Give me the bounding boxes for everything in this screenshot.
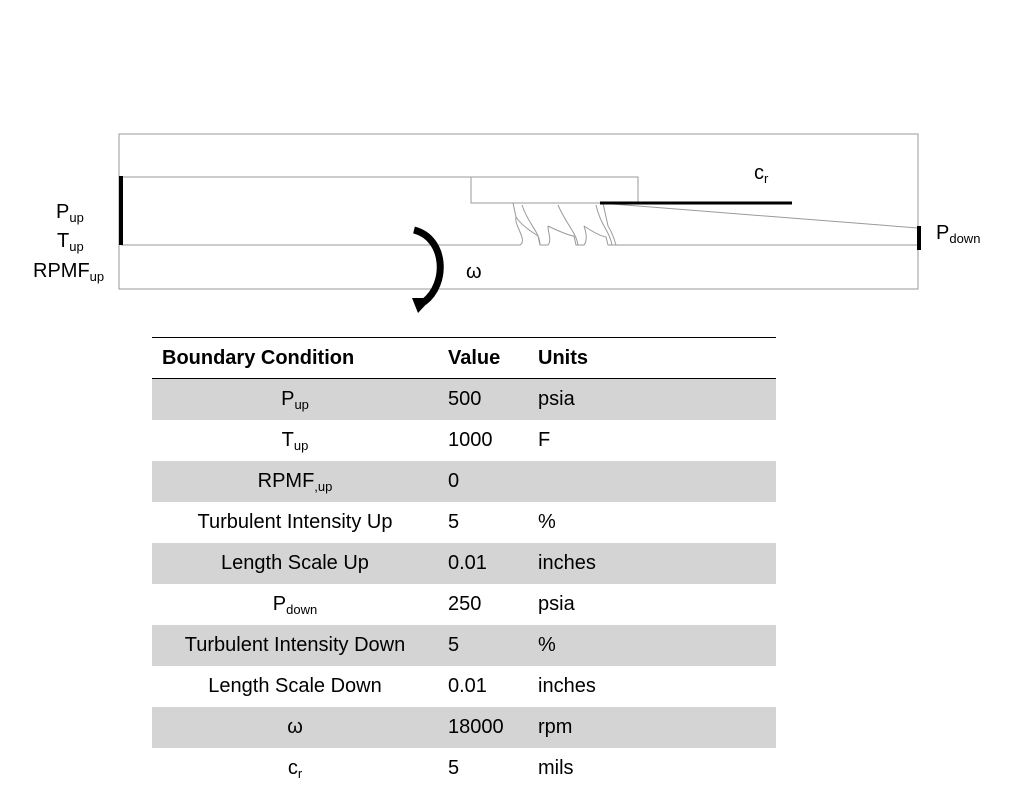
row-condition: $RPMF_{,up}$ [152,461,438,502]
row-value: 5 [448,757,460,779]
row-condition: $c_r$ [287,757,303,781]
outlet-label-pressure: $P_{down}$ [936,222,981,246]
table-header-row [152,338,776,379]
row-condition: $P_{up}$ [152,379,438,421]
row-units: psia [538,593,575,615]
row-units: inches [538,675,596,697]
row-value: 5 [448,511,460,533]
table-row [152,707,776,748]
seal-block [471,177,638,203]
table-row [152,543,776,584]
row-condition: $P_{down}$ [272,593,318,617]
seal-geometry-diagram [0,0,1024,330]
row-value: 0 [438,461,528,502]
row-units: mils [538,757,574,779]
inlet-label-rpmf: $RPMF_{up}$ [33,260,105,284]
table-row [152,502,776,543]
inlet-label-pressure: $P_{up}$ [56,201,84,225]
row-condition: Turbulent Intensity Down [152,625,438,666]
header-value: Value [438,338,528,379]
table-row [152,625,776,666]
row-value: 250 [448,593,482,615]
table-row [152,379,776,421]
row-units: % [538,511,556,533]
row-value: 1000 [448,429,493,451]
row-condition: Turbulent Intensity Up [197,511,393,533]
row-condition: Length Scale Down [208,675,382,697]
row-units: F [538,429,551,451]
seal-teeth [513,203,616,245]
table-row [152,420,776,461]
header-boundary-condition: Boundary Condition [152,338,438,379]
row-value: 18000 [438,707,528,748]
rotation-arrowhead-icon [412,298,432,313]
seal-teeth-grooves [522,205,612,245]
row-value: 0.01 [448,675,487,697]
row-units [528,461,776,502]
row-units: % [528,625,776,666]
row-value: 0.01 [438,543,528,584]
row-condition: ω [152,707,438,748]
inlet-label-temperature: $T_{up}$ [57,230,84,254]
table-row [152,461,776,502]
rotation-arrow-icon [414,230,440,302]
row-units: psia [528,379,776,421]
row-value: 500 [438,379,528,421]
domain-outline [119,134,918,289]
header-units: Units [528,338,776,379]
rotation-label: ω [466,261,482,283]
tapered-land [600,203,918,228]
row-value: 5 [438,625,528,666]
row-units: inches [528,543,776,584]
row-condition: $T_{up}$ [281,429,309,453]
row-condition: Length Scale Up [152,543,438,584]
clearance-label: $c_r$ [754,162,769,186]
table-row [152,748,776,789]
row-units: rpm [528,707,776,748]
table-row [152,666,776,707]
boundary-condition-table [152,337,776,789]
table-row [152,584,776,625]
